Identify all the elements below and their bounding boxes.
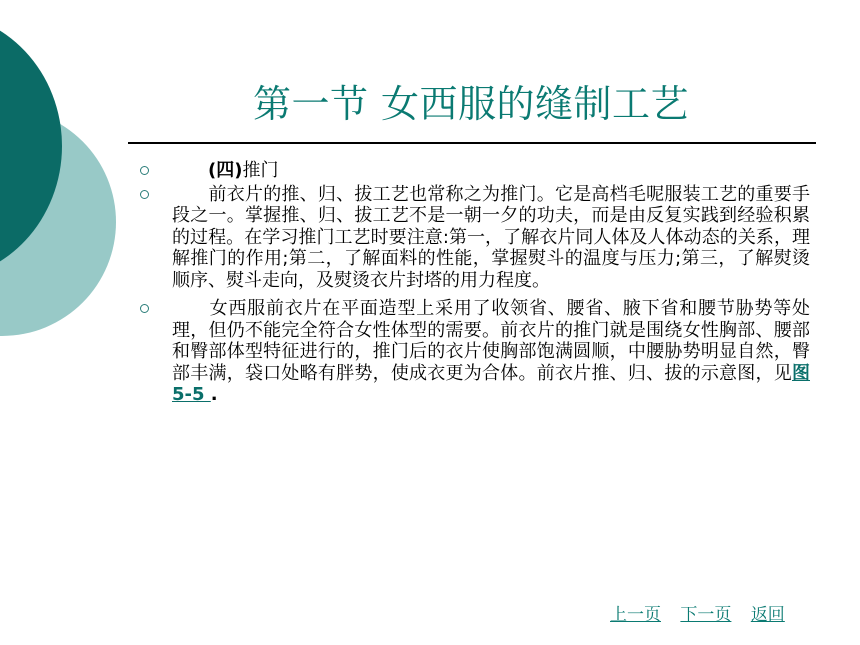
back-link[interactable]: 返回 [750, 605, 785, 625]
bullet-item-paragraph-1 [130, 184, 810, 292]
prev-page-link[interactable]: 上一页 [610, 605, 661, 625]
bullet-item-heading [130, 160, 810, 182]
slide-navigation [610, 600, 785, 625]
title-divider [128, 142, 816, 144]
section-heading-label: 推门 [242, 160, 279, 181]
slide-title: 第一节 女西服的缝制工艺 [252, 82, 690, 126]
figure-5-5-link[interactable]: 图5-5 [172, 362, 810, 405]
bullet-circle-icon [140, 190, 149, 199]
bullet-item-paragraph-2 [130, 298, 810, 406]
section-heading [172, 160, 278, 181]
paragraph-indent [172, 298, 210, 319]
bullet-circle-icon [140, 304, 149, 313]
paragraph-indent [172, 184, 208, 205]
section-heading-number: (四) [208, 160, 243, 181]
paragraph-2-text: 女西服前衣片在平面造型上采用了收领省、腰省、腋下省和腰节胁势等处理，但仍不能完全符合女性体型的需要。前衣片的推门就是围绕女性胸部、腰部和臀部体型特征进行的，推门后的衣片使胸部饱满圆顺，中腰胁势明显自然，臀部丰满，袋口处略有胖势，使成衣更为合体。前衣片推、归、拔的示意图，见 [172, 298, 810, 384]
paragraph-2-period: . [210, 384, 218, 405]
bullet-circle-icon [140, 166, 149, 175]
paragraph-1-text: 前衣片的推、归、拔工艺也常称之为推门。它是高档毛呢服装工艺的重要手段之一。掌握推、归、拔工艺不是一朝一夕的功夫，而是由反复实践到经验积累的过程。在学习推门工艺时要注意:第一，了解衣片同人体及人体动态的关系，理解推门的作用;第二，了解面料的性能，掌握熨斗的温度与压力;第三，了解熨烫顺序、熨斗走向，及熨烫衣片封塔的用力程度。 [172, 183, 811, 291]
slide-body [130, 160, 810, 413]
next-page-link[interactable]: 下一页 [680, 605, 732, 625]
